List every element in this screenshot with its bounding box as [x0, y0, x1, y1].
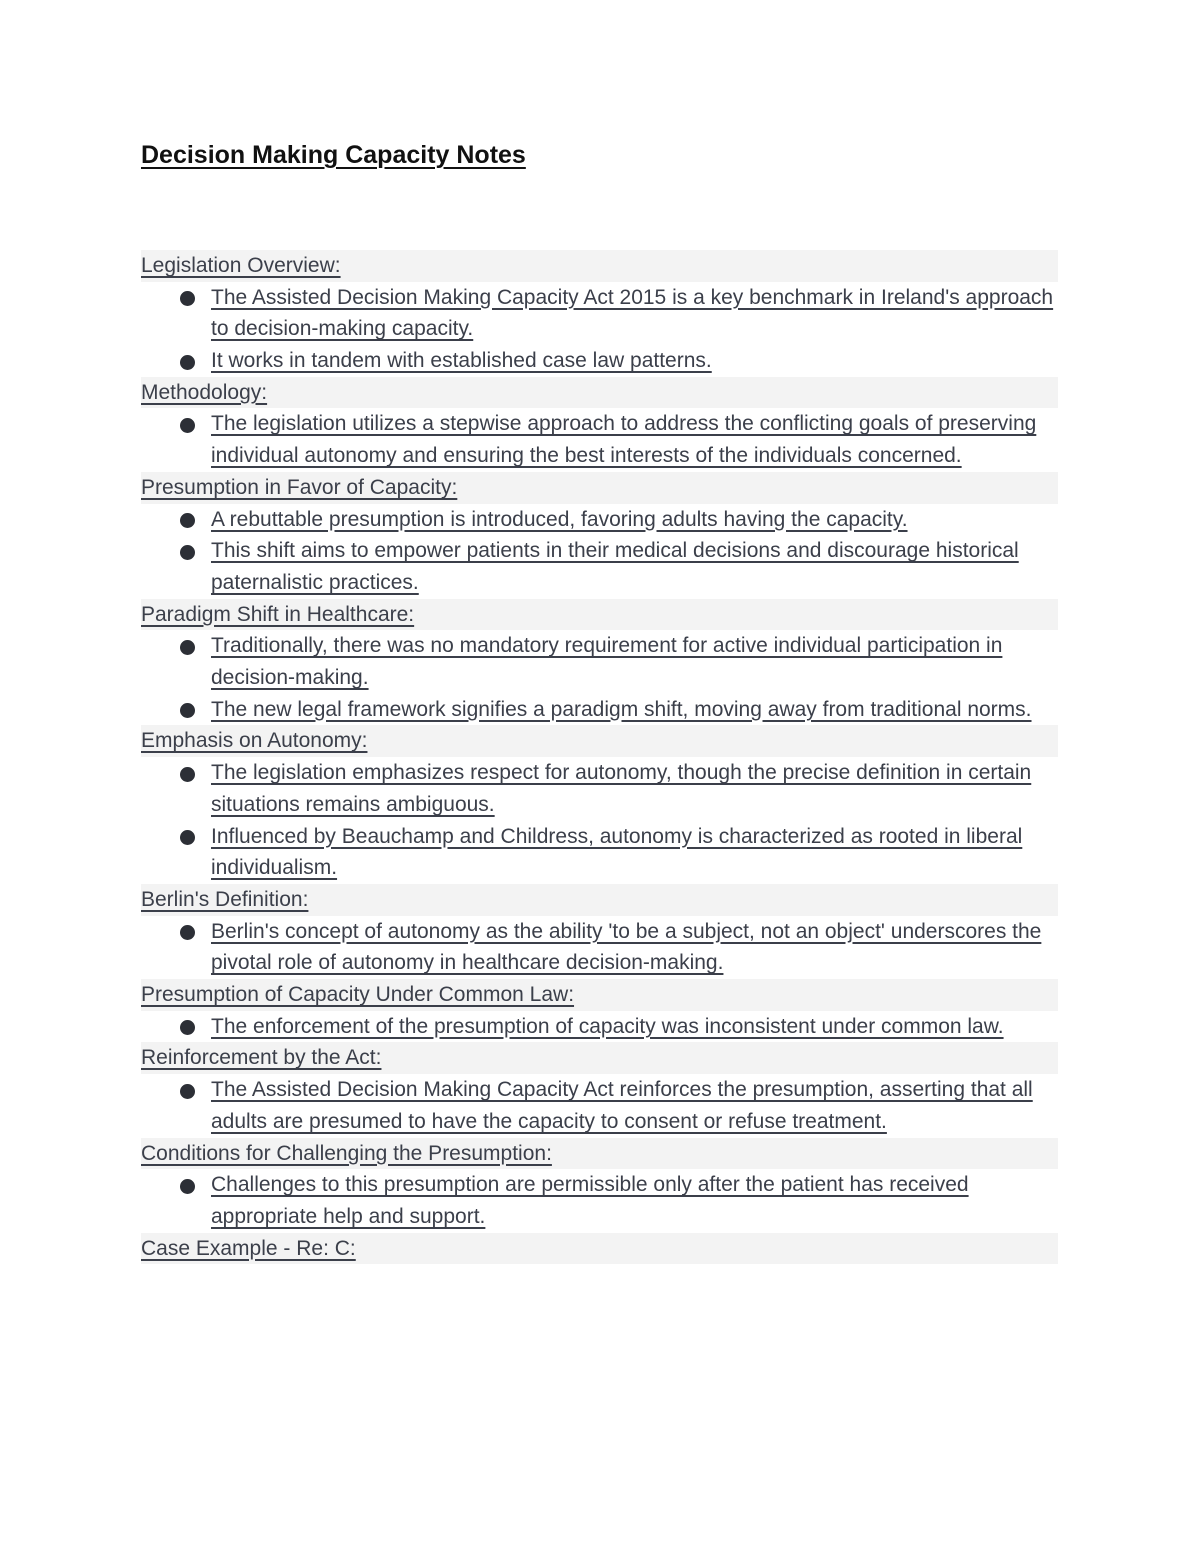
- bullet-text: The new legal framework signifies a paradigm shift, moving away from traditional norms.: [211, 697, 1032, 721]
- note-section: [141, 725, 1058, 884]
- section-heading: Methodology:: [141, 377, 1058, 409]
- document-title: Decision Making Capacity Notes: [141, 141, 526, 169]
- bullet-item: [141, 916, 1058, 979]
- bullet-dot-icon: [180, 1179, 195, 1194]
- note-section: [141, 377, 1058, 472]
- bullet-text: It works in tandem with established case law patterns.: [211, 349, 712, 373]
- bullet-item: [141, 757, 1058, 820]
- bullet-item: [141, 1011, 1058, 1043]
- bullet-dot-icon: [180, 1020, 195, 1035]
- bullet-text: The Assisted Decision Making Capacity Act 2015 is a key benchmark in Ireland's approach to decision-making capacity.: [211, 285, 1054, 341]
- bullet-item: [141, 821, 1058, 884]
- bullet-item: [141, 1169, 1058, 1232]
- bullet-dot-icon: [180, 513, 195, 528]
- bullet-dot-icon: [180, 1084, 195, 1099]
- bullet-text: Influenced by Beauchamp and Childress, autonomy is characterized as rooted in liberal individualism.: [211, 824, 1023, 880]
- section-heading: Berlin's Definition:: [141, 884, 1058, 916]
- bullet-text: The enforcement of the presumption of capacity was inconsistent under common law.: [211, 1014, 1004, 1038]
- bullet-item: [141, 535, 1058, 598]
- note-section: [141, 472, 1058, 599]
- bullet-text: Traditionally, there was no mandatory requirement for active individual participation in decision-making.: [211, 634, 1003, 690]
- section-heading: Legislation Overview:: [141, 250, 1058, 282]
- bullet-dot-icon: [180, 830, 195, 845]
- section-heading: Emphasis on Autonomy:: [141, 725, 1058, 757]
- bullet-text: Berlin's concept of autonomy as the ability 'to be a subject, not an object' underscores the pivotal role of autonomy in healthcare decision-making.: [211, 919, 1042, 975]
- bullet-list: [141, 1074, 1058, 1137]
- bullet-dot-icon: [180, 291, 195, 306]
- bullet-item: [141, 504, 1058, 536]
- bullet-list: [141, 1169, 1058, 1232]
- bullet-dot-icon: [180, 767, 195, 782]
- note-section: [141, 250, 1058, 377]
- bullet-list: [141, 757, 1058, 884]
- bullet-dot-icon: [180, 355, 195, 370]
- bullet-list: [141, 1011, 1058, 1043]
- note-section: [141, 1138, 1058, 1233]
- bullet-text: The Assisted Decision Making Capacity Act reinforces the presumption, asserting that all adults are presumed to have the capacity to consent or refuse treatment.: [211, 1078, 1033, 1133]
- bullet-text: The legislation emphasizes respect for autonomy, though the precise definition in certain situations remains ambiguous.: [211, 761, 1032, 816]
- section-heading: Reinforcement by the Act:: [141, 1042, 1058, 1074]
- bullet-dot-icon: [180, 640, 195, 655]
- section-heading: Conditions for Challenging the Presumption:: [141, 1138, 1058, 1170]
- note-section: [141, 1233, 1058, 1265]
- bullet-list: [141, 504, 1058, 599]
- bullet-list: [141, 282, 1058, 377]
- bullet-list: [141, 916, 1058, 979]
- note-section: [141, 884, 1058, 979]
- notes-body: [141, 250, 1058, 1264]
- bullet-dot-icon: [180, 703, 195, 718]
- section-heading: Paradigm Shift in Healthcare:: [141, 599, 1058, 631]
- bullet-text: Challenges to this presumption are permissible only after the patient has received appropriate help and support.: [211, 1173, 969, 1228]
- bullet-text: A rebuttable presumption is introduced, favoring adults having the capacity.: [211, 507, 908, 531]
- bullet-text: This shift aims to empower patients in their medical decisions and discourage historical paternalistic practices.: [211, 539, 1019, 594]
- bullet-dot-icon: [180, 545, 195, 560]
- bullet-item: [141, 694, 1058, 726]
- bullet-list: [141, 408, 1058, 471]
- section-heading: Case Example - Re: C:: [141, 1233, 1058, 1265]
- section-heading: Presumption of Capacity Under Common Law:: [141, 979, 1058, 1011]
- bullet-dot-icon: [180, 925, 195, 940]
- bullet-item: [141, 630, 1058, 693]
- bullet-item: [141, 345, 1058, 377]
- bullet-item: [141, 408, 1058, 471]
- note-section: [141, 1042, 1058, 1137]
- note-section: [141, 979, 1058, 1042]
- bullet-list: [141, 630, 1058, 725]
- bullet-item: [141, 282, 1058, 345]
- section-heading: Presumption in Favor of Capacity:: [141, 472, 1058, 504]
- bullet-item: [141, 1074, 1058, 1137]
- bullet-dot-icon: [180, 418, 195, 433]
- bullet-text: The legislation utilizes a stepwise approach to address the conflicting goals of preserving individual autonomy and ensuring the best interests of the individuals concerned.: [211, 412, 1037, 468]
- note-section: [141, 599, 1058, 726]
